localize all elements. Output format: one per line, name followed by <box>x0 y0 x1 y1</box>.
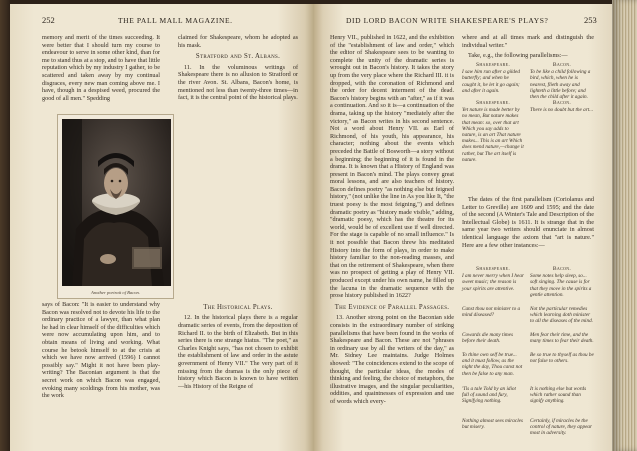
spacer <box>178 102 298 300</box>
parallel-text: Yet nature is made better by no mean, But nature makes that mean: so, over that art Which you say adds to nature, is an art That nature makes... This is an art Which does mend nature,—change it rather, but The art itself is nature. <box>462 107 524 163</box>
parallel-6-bacon <box>530 352 594 382</box>
parallel-text: Not the particular remedies which learning doth minister to all the diseases of the mind. <box>530 306 593 325</box>
parallel-6-shakespeare <box>462 352 524 382</box>
parallel-3-shakespeare <box>462 266 524 302</box>
parallel-text: Some notes help sleep, so... soft singing. The cause is for that they move in the spirits a gentle attention. <box>530 273 592 298</box>
parallel-8-shakespeare <box>462 418 524 442</box>
parallel-1-bacon <box>530 62 594 101</box>
parallel-text: I am never merry when I hear sweet music; the reason is your spirits are attentive. <box>462 273 524 292</box>
parallel-2-shakespeare <box>462 100 524 190</box>
bacon-portrait-icon <box>62 119 171 286</box>
page-edges <box>612 0 637 451</box>
parallel-8-bacon <box>530 418 594 448</box>
section-heading: The Historical Plays. <box>203 303 273 311</box>
paragraph: 13. Another strong point on the Baconian side consists in the extraordinary number of striking parallelisms that have been found in the works of Shakespeare and Bacon. These are not "phrases in ordinary use by all the writers of the day," as Mr. Sidney Lee maintains. Judge Holmes showed: "The coincidences extend to the scope of thought, the particular ideas, the modes of thinking and feeling, the choice of metaphors, the illustrative images, and the singular peculiarities, oddities, and quaintnesses of expression and use of words which every- <box>330 314 454 405</box>
paragraph: where and at all times mark and distinguish the individual writer." <box>462 34 594 49</box>
parallel-text: Cowards die many times before their death. <box>462 332 513 345</box>
portrait-figure <box>57 114 174 299</box>
parallel-7-shakespeare <box>462 386 524 414</box>
right-col2-para <box>462 196 594 264</box>
parallel-4-shakespeare <box>462 306 524 330</box>
paragraph: The dates of the first parallelism (Coriolanus and Letter to Greville) are 1609 and 1595; and the date of the second (A Winter's Tale and Description of the Intellectual Globe) is 1611. It is strange that in the same year two writers should enunciate in almost identical language the axiom that "art is nature." Here are a few other instances:— <box>462 196 594 249</box>
parallel-text: Be so true to thyself as thou be not false to others. <box>530 352 594 365</box>
paragraph: 11. In the voluminous writings of Shakespeare there is no allusion to Stratford or the river Avon. St. Albans, Bacon's home, is mentioned not less than twenty-three times—in fact, it is the central point of the historical plays. <box>178 63 298 102</box>
section-heading: The Evidence of Parallel Passages. <box>334 303 450 311</box>
parallel-text: I saw him run after a gilded butterfly; and when he caught it, he let it go again; and after it again. <box>462 69 520 94</box>
parallel-4-bacon <box>530 306 594 330</box>
parallel-heading: Bacon. <box>552 100 572 106</box>
parallel-text: To thine own self be true... and it must follow, as the night the day, Thou canst not then be false to any man. <box>462 352 523 377</box>
paragraph: says of Bacon: "It is easier to understand why Bacon was resolved not to devote his life to the ordinary practice of a lawyer, than what plan he had in clear himself of the difficulties which were now accumulating upon him, and to obtain means of living and working. What course he betook himself to at the crisis at which we have now arrived (1596) I cannot possibly say." Might it not have been play-writing? The Baconian argument is that the secret work on which Bacon was engaged, evoking many scoldings from his mother, was the work <box>42 301 160 400</box>
parallel-text: It is nothing else but words which rather sound than signify anything. <box>530 386 587 405</box>
parallel-heading: Shakespeare. <box>475 266 511 272</box>
left-page <box>10 4 314 451</box>
right-col1 <box>330 34 454 449</box>
paragraph: claimed for Shakespeare, whom he adopted as his mask. <box>178 34 298 49</box>
parallel-2-bacon <box>530 100 594 190</box>
paragraph: Take, e.g., the following parallelisms:— <box>468 52 568 59</box>
parallel-7-bacon <box>530 386 594 414</box>
page-number-left: 252 <box>42 15 55 25</box>
page-number-right: 253 <box>584 15 597 25</box>
parallel-text: To be like a child following a bird, which, when he is nearest, flieth away and lighteth a little before; and then the child after it again. <box>530 69 591 101</box>
parallel-text: 'Tis a tale Told by an idiot full of sound and fury, Signifying nothing. <box>462 386 516 405</box>
parallel-5-bacon <box>530 332 594 348</box>
paragraph: memory and merit of the times succeeding. It were better that I should turn my course to endeavour to serve in some other kind, than for me to stand thus at a stop, and to have that little reputation which by my industry I gather, to be scattered and taken away by my continual disgraces, every new man coming above me. I have, though in a despised weed, procured the good of all men." Spedding <box>42 34 160 102</box>
right-col2-intro <box>462 34 594 52</box>
running-head-right: DID LORD BACON WRITE SHAKESPEARE'S PLAYS? <box>346 16 549 25</box>
section-heading: Stratford and St. Albans. <box>195 53 281 61</box>
portrait-image <box>62 119 171 286</box>
left-col1-top <box>42 34 160 108</box>
parallel-text: Men fear their time, and the many times to fear their death. <box>530 332 594 345</box>
parallel-3-bacon <box>530 266 594 302</box>
portrait-caption: Another portrait of Bacon. <box>91 290 140 295</box>
parallel-heading: Bacon. <box>552 62 572 68</box>
parallel-5-shakespeare <box>462 332 524 348</box>
right-page <box>314 4 612 451</box>
parallel-text: Canst thou not minister to a mind diseased? <box>462 306 521 319</box>
parallel-heading: Bacon. <box>552 266 572 272</box>
paragraph: Henry VII., published in 1622, and the exhibition of the "establishment of law and order," which the editor of Shakespeare sees to be wanting to complete the unity of the dramatic series is wrought out in Bacon's history. It takes the story up from the very place where the Richard III. it is dropped, with the coronation of Richmond and the order for decent interment of the dead. Bacon's history begins with an "after," as if it was a continuation. And so it is—a continuation of the drama, taking up the history "mediately after the victory," as Bacon writes in his second sentence. Not a word about Henry VII. as Earl of Richmond, of his youth, his appearance, his character; nothing about the events which preceded the Battle of Bosworth—a story without a beginning; the beginning of it is found in the drama. It is known that a History of England was present in Bacon's mind. The plays convey great moral lessons, and are also teachers of history. Bacon defines poetry "as nothing else but feigned history," (not unlike the line in As you like It, "the truest poesy is the most feigning,") and defines dramatic poetry as "history made visible," adding, "dramatic poesy, which has the theatre for its world, would be of excellent use if well directed. For the stage is capable of no small influence." Is it not possible that Bacon threw his meditated History into the form of plays, in order to make history familiar to the non-reading masses, and that on the retirement of Shakespeare, when there was no prospect of getting a play of Henry VII. produced except under his own name, he filled up the lacuna in the dramatic sequence with the prose history published in 1622? <box>330 34 454 300</box>
parallel-heading: Shakespeare. <box>475 62 511 68</box>
parallel-heading: Shakespeare. <box>475 100 511 106</box>
parallel-1-shakespeare <box>462 62 524 96</box>
parallel-text: Certainly, if miracles be the control of nature, they appear most in adversity. <box>530 418 592 437</box>
parallel-text: There is no doubt but the art... <box>530 107 594 114</box>
parallel-text: Nothing almost sees miracles but misery. <box>462 418 523 431</box>
left-col2 <box>178 34 298 449</box>
paragraph: 12. In the historical plays there is a regular dramatic series of events, from the deposition of Richard II. to the birth of Elizabeth. But in this series there is one strange hiatus. "The poet," as Charles Knight says, "has not chosen to exhibit the establishment of law and order in the astute government of Henry VII." The very part of it missing from the dramas is the only piece of history which Bacon is known to have written—his History of the Reigne of <box>178 314 298 390</box>
running-head-left: THE PALL MALL MAGAZINE. <box>118 16 233 25</box>
right-col2-take <box>462 52 594 60</box>
left-col1-bottom <box>42 301 160 449</box>
